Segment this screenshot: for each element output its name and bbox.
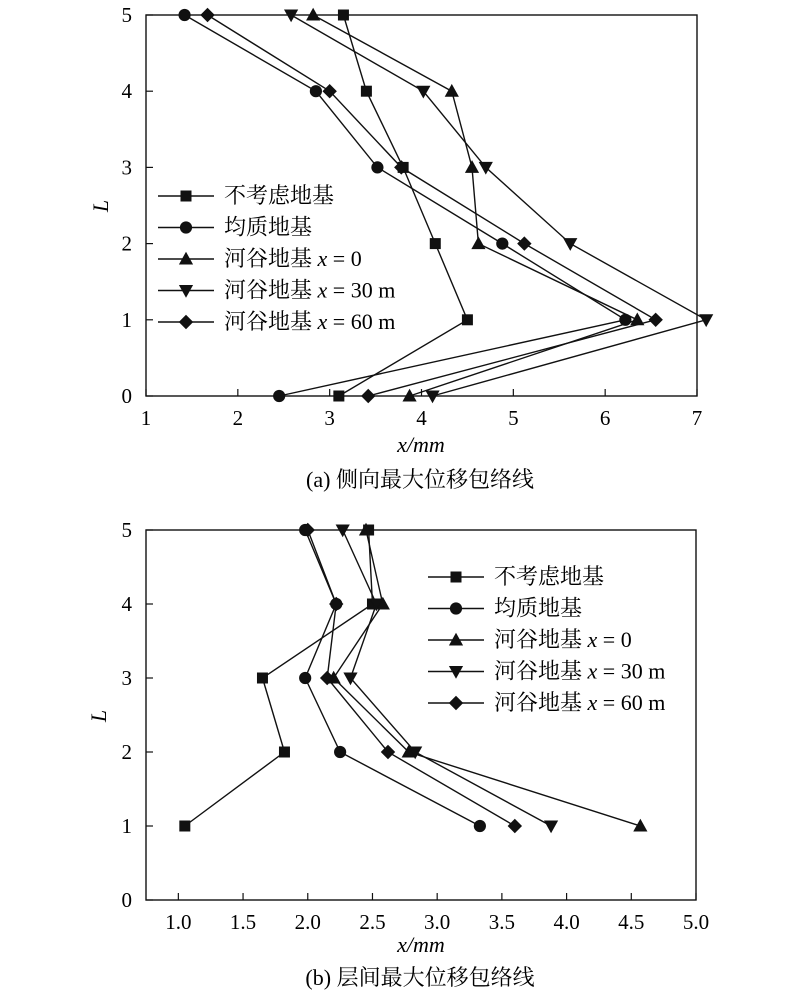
- panel-a-y-ticks: [122, 3, 154, 408]
- panel-b-series-0-point: [180, 821, 190, 831]
- panel-b-x-tick-label: 4.5: [618, 910, 645, 934]
- panel-b-x-tick-label: 1.5: [229, 910, 257, 934]
- panel-a-legend-label: 河谷地基 x = 0: [224, 246, 362, 271]
- panel-b-x-tick-label: 5.0: [682, 910, 710, 934]
- panel-a-legend-label: 河谷地基 x = 60 m: [224, 309, 396, 334]
- panel-a-x-tick-label: 5: [508, 406, 519, 430]
- panel-b-legend: [428, 564, 665, 715]
- panel-b-series-4-point: [508, 820, 521, 833]
- panel-a-x-tick-label: 6: [599, 406, 611, 430]
- panel-a-series-0-point: [361, 86, 371, 96]
- panel-b-caption: (b) 层间最大位移包络线: [305, 965, 535, 990]
- panel-b-legend-item-3: [428, 659, 665, 684]
- panel-b-series-0-point: [257, 673, 267, 683]
- panel-a-series-2-point: [472, 237, 485, 248]
- panel-a-legend: [158, 183, 395, 334]
- panel-a-x-tick-label: 2: [232, 406, 244, 430]
- panel-b-legend-item-1: [428, 596, 582, 621]
- panel-a-legend-item-4: [158, 309, 395, 334]
- panel-b-series-4-point: [330, 598, 343, 611]
- panel-a-x-tick-label: 1: [140, 406, 152, 430]
- panel-b-interstory-displacement: [86, 518, 709, 990]
- panel-b-y-axis-label: L: [86, 709, 111, 723]
- panel-a-series-2: [307, 9, 644, 401]
- panel-b-series-1-point: [300, 672, 311, 683]
- panel-b-series-4-line: [308, 530, 515, 826]
- panel-a-series-2-line: [313, 15, 637, 396]
- panel-b-legend-label: 均质地基: [494, 595, 583, 621]
- panel-a-series-1-point: [372, 162, 383, 173]
- panel-b-y-tick-label: 1: [121, 814, 132, 838]
- panel-a-legend-marker: [180, 316, 193, 329]
- panel-b-legend-label: 河谷地基 x = 60 m: [494, 690, 666, 715]
- panel-b-y-tick-label: 3: [121, 666, 132, 690]
- panel-b-x-ticks: [165, 893, 709, 934]
- panel-a-series-0-point: [334, 391, 344, 401]
- panel-a-legend-item-0: [158, 183, 334, 208]
- panel-b-y-ticks: [122, 518, 154, 912]
- panel-b-y-tick-label: 0: [121, 888, 132, 912]
- panel-b-series-3-point: [545, 821, 558, 832]
- panel-b-x-tick-label: 4.0: [553, 910, 580, 934]
- panel-a-x-axis-label-text: x/mm: [397, 432, 445, 457]
- panel-b-x-tick-label: 3.0: [424, 910, 451, 934]
- panel-a-y-tick-label: 4: [121, 79, 132, 104]
- panel-a-legend-marker: [181, 191, 191, 201]
- panel-a-series-4-point: [518, 237, 531, 250]
- panel-b-y-tick-label: 5: [121, 518, 132, 542]
- panel-b-legend-marker: [451, 572, 461, 582]
- panel-b-series-4: [301, 524, 521, 833]
- panel-a-x-axis-label: [396, 432, 445, 457]
- panel-a-x-tick-label: 3: [324, 406, 335, 430]
- panel-a-y-axis-label: L: [88, 199, 113, 213]
- panel-a-series-0-point: [338, 10, 348, 20]
- panel-b-y-tick-label: 4: [121, 592, 132, 616]
- panel-a-x-ticks: [141, 389, 703, 430]
- panel-a-y-tick-label: 0: [121, 384, 132, 408]
- panel-a-series-0-point: [430, 239, 440, 249]
- panel-b-legend-label: 河谷地基 x = 0: [494, 627, 632, 652]
- panel-b-legend-item-2: [428, 627, 632, 652]
- panel-a-series-4-point: [362, 390, 375, 403]
- panel-a-series-0: [334, 10, 473, 401]
- panel-b-legend-label: 河谷地基 x = 30 m: [494, 658, 666, 684]
- panel-b-legend-marker: [450, 697, 463, 710]
- panel-a-caption: (a) 侧向最大位移包络线: [306, 467, 534, 492]
- panel-b-plot-frame: [146, 530, 696, 900]
- panel-b-series-0-point: [279, 747, 289, 757]
- panel-a-series-2-point: [466, 161, 479, 172]
- panel-b-x-tick-label: 2.0: [294, 910, 321, 934]
- panel-a-y-tick-label: 5: [121, 3, 132, 27]
- panel-a-legend-marker: [180, 222, 191, 233]
- panel-a-y-tick-label: 2: [121, 231, 132, 256]
- panel-b-legend-item-4: [428, 690, 665, 715]
- panel-b-series-0-line: [185, 530, 373, 826]
- panel-a-legend-item-3: [158, 278, 395, 303]
- panel-a-series-1-point: [274, 390, 285, 401]
- panel-a-legend-label: 河谷地基 x = 30 m: [224, 277, 396, 303]
- panel-a-series-0-point: [462, 315, 472, 325]
- panel-a-lateral-displacement: [88, 3, 712, 492]
- panel-a-x-tick-label: 4: [416, 406, 427, 430]
- panel-b-x-tick-label: 3.5: [488, 910, 516, 934]
- panel-b-x-tick-label: 1.0: [165, 910, 192, 934]
- panel-a-y-tick-label: 1: [121, 307, 132, 332]
- panel-b-x-tick-label: 2.5: [359, 910, 386, 934]
- panel-a-series-1-point: [179, 9, 190, 20]
- panel-a-legend-label: 均质地基: [224, 214, 313, 240]
- panel-b-y-tick-label: 2: [121, 740, 132, 764]
- panel-b-legend-item-0: [428, 564, 604, 589]
- panel-b-legend-label: 不考虑地基: [494, 564, 605, 589]
- panel-a-series-4-point: [201, 9, 214, 22]
- panel-a-series-2-point: [446, 85, 459, 96]
- panel-a-legend-item-2: [158, 246, 362, 271]
- panel-a-series-3-point: [564, 239, 577, 250]
- panel-b-series-1-point: [335, 746, 346, 757]
- panel-b-series-2-point: [634, 820, 647, 831]
- panel-a-series-3: [285, 10, 713, 402]
- panel-a-series-1-point: [310, 86, 321, 97]
- panel-a-series-3-line: [291, 15, 706, 396]
- panel-a-legend-label: 不考虑地基: [224, 183, 335, 208]
- panel-a-series-1-point: [497, 238, 508, 249]
- panel-a-x-tick-label: 7: [691, 406, 703, 430]
- panel-b-x-axis-label-text: x/mm: [397, 932, 445, 957]
- panel-a-legend-item-1: [158, 215, 312, 240]
- panel-b-series-1-point: [474, 820, 485, 831]
- panel-a-y-tick-label: 3: [121, 155, 132, 180]
- panel-a-series-0-line: [339, 15, 468, 396]
- panel-a-series-4-point: [649, 313, 662, 326]
- panel-b-x-axis-label: [396, 932, 445, 957]
- panel-b-legend-marker: [450, 603, 461, 614]
